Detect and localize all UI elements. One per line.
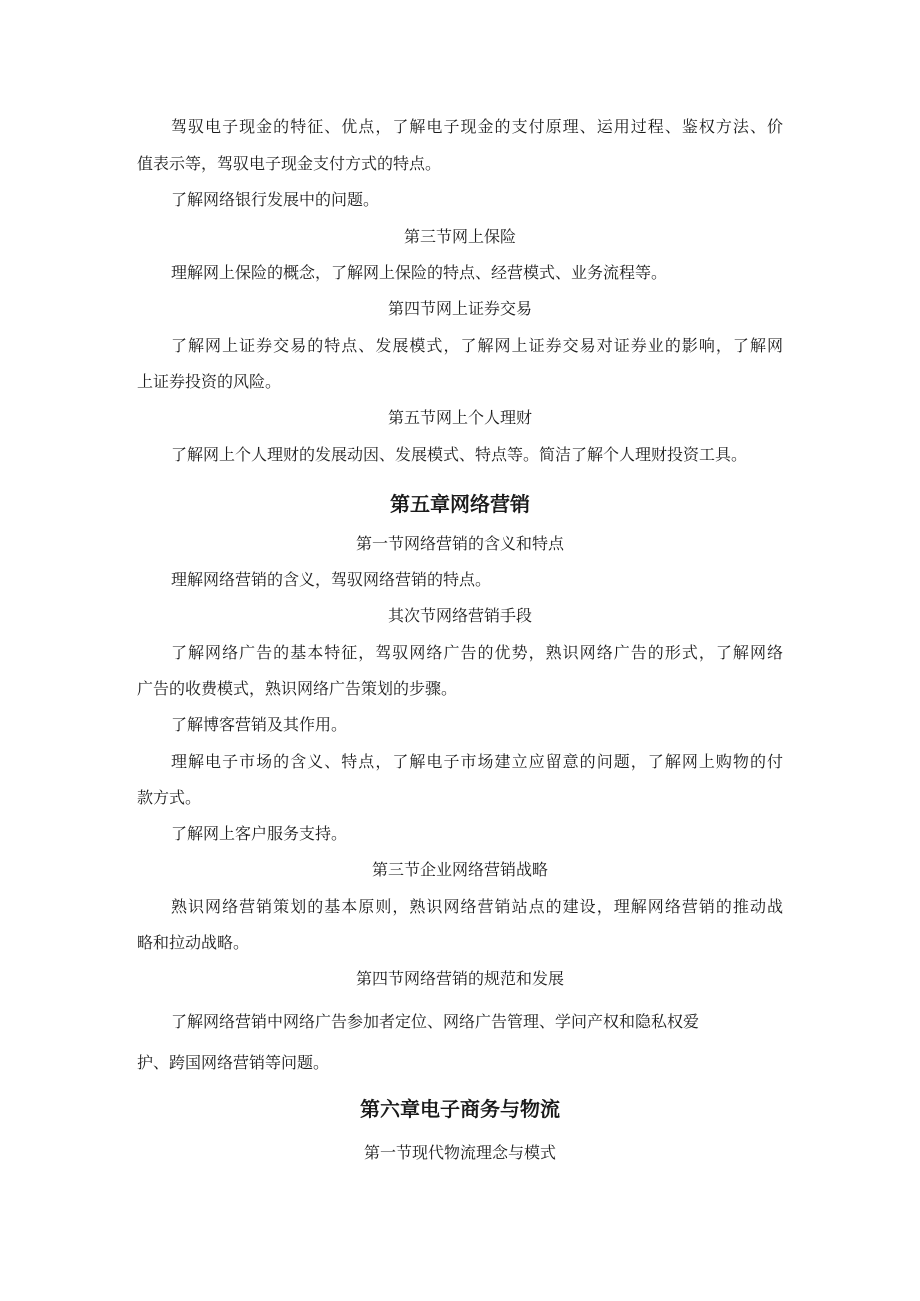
paragraph-line: 了解网络银行发展中的问题。 (171, 190, 380, 209)
paragraph-line: 理解网上保险的概念，了解网上保险的特点、经营模式、业务流程等。 (171, 263, 668, 282)
section-heading: 第三节企业网络营销战略 (371, 860, 548, 879)
paragraph-line: 了解网络广告的基本特征，驾驭网络广告的优势，熟识网络广告的形式，了解网络 (171, 643, 783, 662)
paragraph-line: 驾驭电子现金的特征、优点，了解电子现金的支付原理、运用过程、鉴权方法、价 (171, 117, 783, 136)
section-heading: 第四节网络营销的规范和发展 (355, 969, 564, 988)
paragraph-line: 护、跨国网络营销等问题。 (137, 1053, 330, 1072)
section-heading: 第一节网络营销的含义和特点 (355, 534, 564, 553)
chapter-heading: 第六章电子商务与物流 (360, 1097, 560, 1121)
paragraph-line: 熟识网络营销策划的基本原则，熟识网络营销站点的建设，理解网络营销的推动战 (171, 897, 783, 916)
paragraph-line: 了解网上证券交易的特点、发展模式，了解网上证券交易对证券业的影响，了解网 (171, 336, 783, 355)
section-heading: 第三节网上保险 (403, 227, 516, 246)
paragraph-line: 了解网上个人理财的发展动因、发展模式、特点等。简洁了解个人理财投资工具。 (171, 445, 748, 464)
paragraph-line: 了解网络营销中网络广告参加者定位、网络广告管理、学问产权和隐私权爱 (171, 1012, 700, 1031)
paragraph-line: 了解博客营销及其作用。 (171, 715, 348, 734)
chapter-heading: 第五章网络营销 (390, 492, 530, 516)
paragraph-line: 值表示等，驾驭电子现金支付方式的特点。 (137, 154, 442, 173)
paragraph-line: 理解网络营销的含义，驾驭网络营销的特点。 (171, 570, 492, 589)
paragraph-line: 广告的收费模式，熟识网络广告策划的步骤。 (137, 679, 458, 698)
section-heading: 其次节网络营销手段 (387, 606, 532, 625)
paragraph-line: 上证券投资的风险。 (137, 372, 282, 391)
paragraph-line: 理解电子市场的含义、特点，了解电子市场建立应留意的问题，了解网上购物的付 (171, 752, 783, 771)
section-heading: 第四节网上证券交易 (387, 299, 532, 318)
section-heading: 第一节现代物流理念与模式 (363, 1143, 556, 1162)
paragraph-line: 了解网上客户服务支持。 (171, 824, 348, 843)
section-heading: 第五节网上个人理财 (387, 408, 532, 427)
paragraph-line: 略和拉动战略。 (137, 933, 250, 952)
paragraph-line: 款方式。 (137, 788, 202, 807)
